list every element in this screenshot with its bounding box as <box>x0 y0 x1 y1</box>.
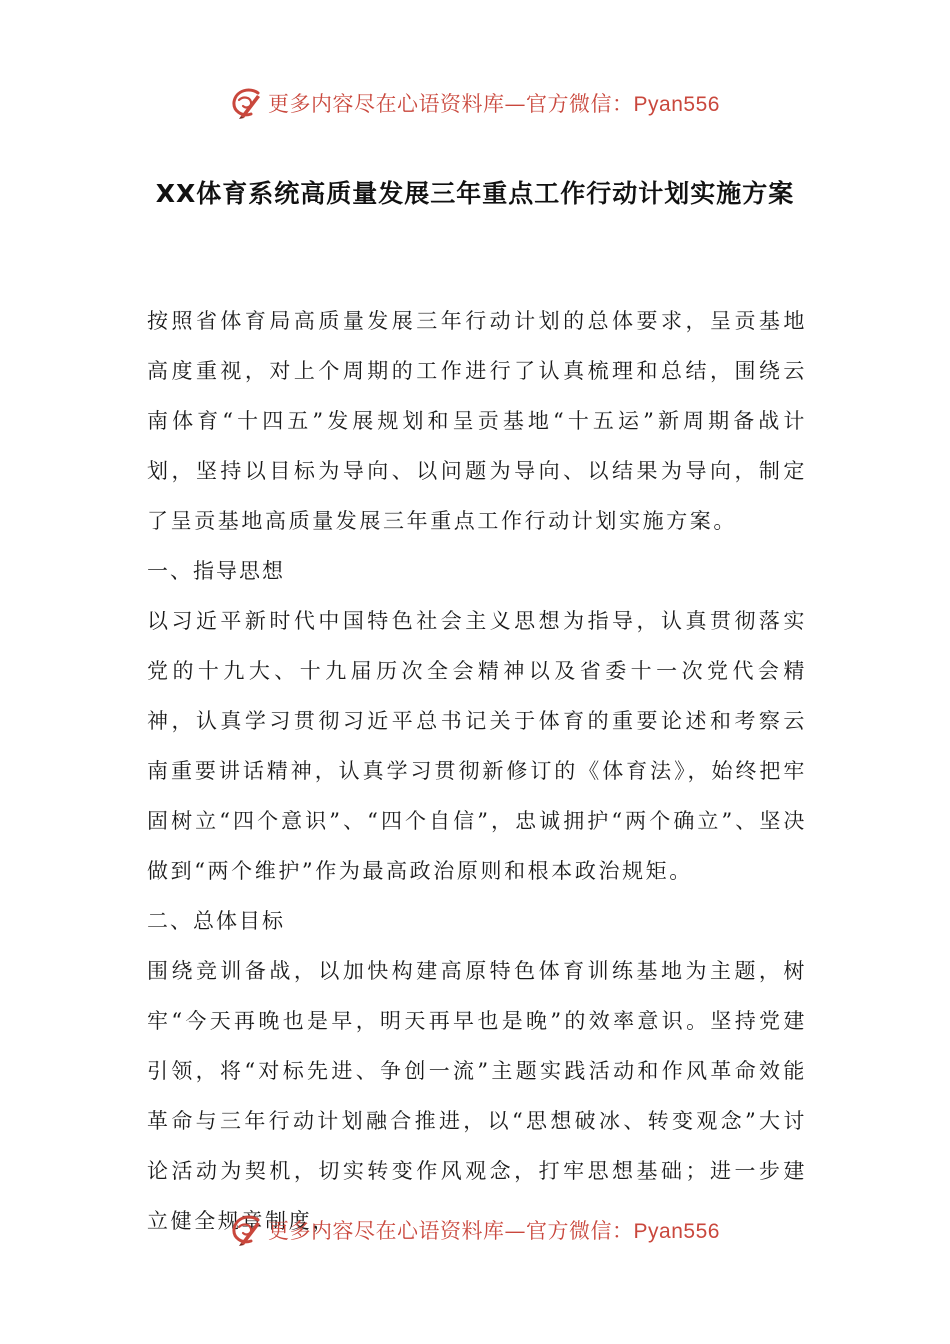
paragraph-overall-goal: 围绕竞训备战，以加快构建高原特色体育训练基地为主题，树牢“今天再晚也是早，明天再早也是晚”的效率意识。坚持党建引领，将“对标先进、争创一流”主题实践活动和作风革命效能革命与三年行动计划融合推进，以“思想破冰、转变观念”大讨论活动为契机，切实转变作风观念，打牢思想基础；进一步建立健全规章制度， <box>147 959 807 1233</box>
banner-dash: — <box>504 1219 527 1243</box>
banner-main-text: 更多内容尽在心语资料库 <box>268 92 505 116</box>
banner-label: 官方微信： <box>526 1219 634 1243</box>
section-heading-guiding-ideology: 一、指导思想 <box>147 559 285 583</box>
pen-swirl-logo-icon <box>230 86 264 120</box>
document-title: XX体育系统高质量发展三年重点工作行动计划实施方案 <box>155 179 795 208</box>
banner-label: 官方微信： <box>526 92 634 116</box>
banner-wechat-id: Pyan556 <box>633 93 720 116</box>
document-body <box>147 296 807 1246</box>
pen-swirl-logo-icon <box>230 1213 264 1247</box>
section-heading-overall-goal: 二、总体目标 <box>147 909 285 933</box>
banner-dash: — <box>504 92 527 116</box>
footer-banner <box>0 1210 950 1250</box>
paragraph-guiding-ideology: 以习近平新时代中国特色社会主义思想为指导，认真贯彻落实党的十九大、十九届历次全会精神以及省委十一次党代会精神，认真学习贯彻习近平总书记关于体育的重要论述和考察云南重要讲话精神，认真学习贯彻新修订的《体育法》，始终把牢固树立“四个意识”、“四个自信”，忠诚拥护“两个确立”、坚决做到“两个维护”作为最高政治原则和根本政治规矩。 <box>147 609 807 883</box>
header-banner <box>0 83 950 123</box>
banner-main-text: 更多内容尽在心语资料库 <box>268 1219 505 1243</box>
banner-wechat-id: Pyan556 <box>633 1220 720 1243</box>
paragraph-intro: 按照省体育局高质量发展三年行动计划的总体要求，呈贡基地高度重视，对上个周期的工作进行了认真梳理和总结，围绕云南体育“十四五”发展规划和呈贡基地“十五运”新周期备战计划，坚持以目标为导向、以问题为导向、以结果为导向，制定了呈贡基地高质量发展三年重点工作行动计划实施方案。 <box>147 309 807 533</box>
